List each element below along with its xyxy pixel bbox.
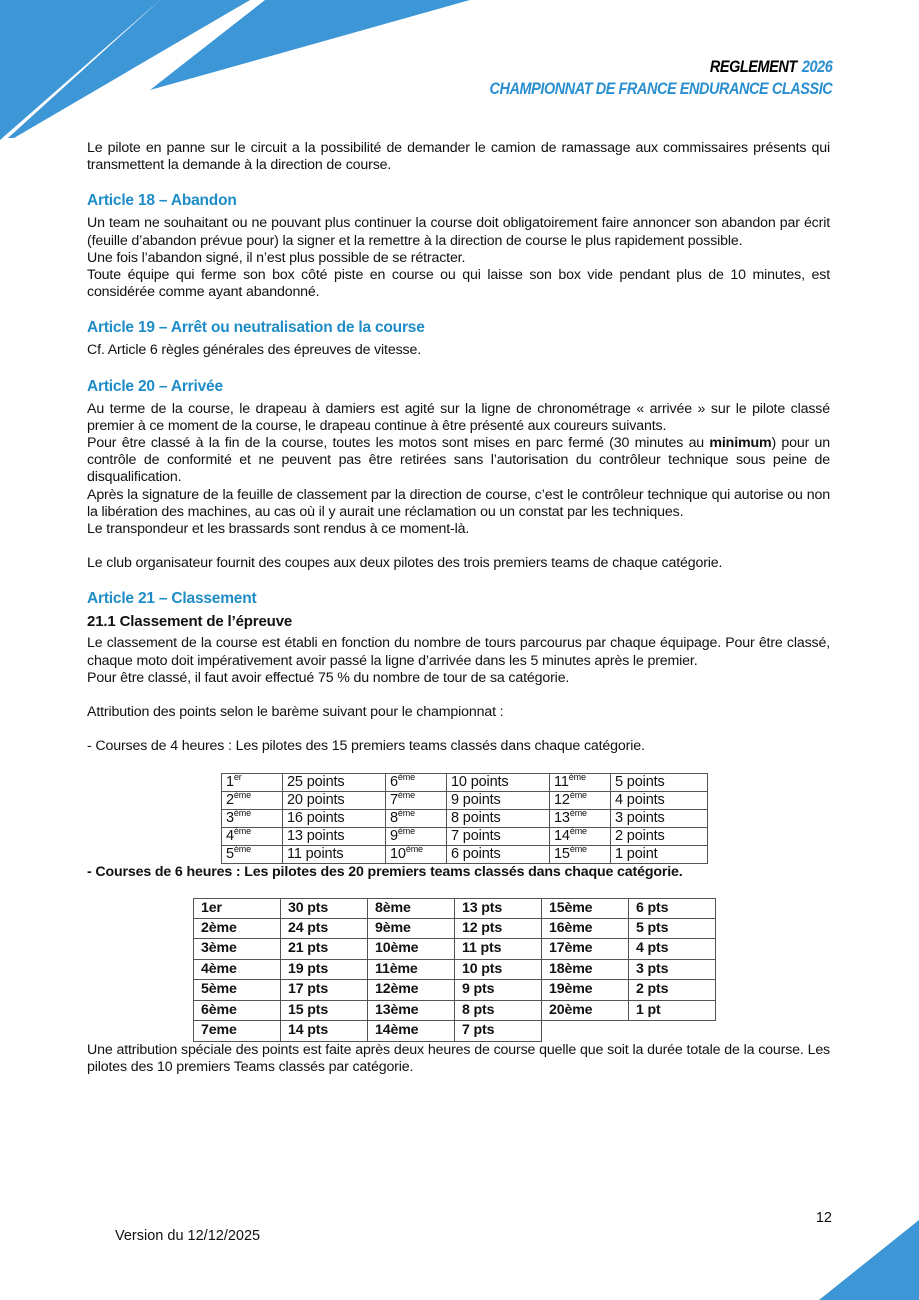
- points-cell: 1 pt: [629, 1000, 716, 1020]
- points-cell: 8 pts: [455, 1000, 542, 1020]
- rank-cell: [386, 810, 447, 828]
- points-cell: 7 pts: [455, 1021, 542, 1041]
- points-cell: 5 points: [611, 774, 708, 792]
- rank-suffix: ème: [569, 844, 587, 855]
- rank-number: 8: [390, 810, 398, 827]
- rank-cell: 4ème: [194, 959, 281, 979]
- points-cell: 30 pts: [281, 898, 368, 918]
- rank-suffix: ème: [397, 790, 415, 801]
- points-cell: 1 point: [611, 846, 708, 864]
- table-row: [222, 828, 708, 846]
- rank-suffix: er: [233, 772, 242, 783]
- points-cell: 20 points: [283, 792, 386, 810]
- rank-number: 1: [226, 774, 234, 791]
- points-cell: 21 pts: [281, 939, 368, 959]
- rank-cell: 14ème: [368, 1021, 455, 1041]
- points-cell: 6 pts: [629, 898, 716, 918]
- table-row: [194, 919, 716, 939]
- points-cell: 2 pts: [629, 980, 716, 1000]
- table-row: [222, 792, 708, 810]
- rank-cell: [222, 774, 283, 792]
- rank-suffix: ème: [233, 808, 251, 819]
- rank-cell: 13ème: [368, 1000, 455, 1020]
- empty-cell: [542, 1021, 716, 1041]
- article-18-paragraph: Un team ne souhaitant ou ne pouvant plus continuer la course doit obligatoirement faire annoncer son abandon par écrit (feuille d’abandon prévue pour) la signer et la remettre à la direction de course le plus rapidement possible.: [87, 215, 830, 249]
- points-cell: 6 points: [447, 846, 550, 864]
- points-cell: 9 points: [447, 792, 550, 810]
- points-cell: 9 pts: [455, 980, 542, 1000]
- table-row: [222, 810, 708, 828]
- page-number: 12: [815, 1210, 832, 1226]
- table-row: [194, 939, 716, 959]
- points-cell: 2 points: [611, 828, 708, 846]
- rank-suffix: ème: [569, 790, 587, 801]
- points-cell: 16 points: [283, 810, 386, 828]
- article-20-title: Article 20 – Arrivée: [87, 377, 223, 395]
- footer-triangle-decoration: [819, 1220, 919, 1300]
- rank-number: 11: [554, 774, 569, 791]
- rank-number: 14: [554, 828, 570, 845]
- rank-cell: [386, 846, 447, 864]
- text-run: Pour être classé à la fin de la course, toutes les motos sont mises en parc fermé (30 minutes au: [87, 435, 710, 452]
- points-cell: 5 pts: [629, 919, 716, 939]
- article-18-title: Article 18 – Abandon: [87, 192, 237, 210]
- rank-suffix: ème: [397, 826, 415, 837]
- rank-suffix: ème: [569, 808, 587, 819]
- section-21-1-title: 21.1 Classement de l’épreuve: [87, 613, 293, 631]
- article-20-paragraph: Le transpondeur et les brassards sont rendus à ce moment-là.: [87, 521, 470, 538]
- points-cell: 11 points: [283, 846, 386, 864]
- points-cell: 4 points: [611, 792, 708, 810]
- rank-number: 4: [226, 828, 234, 845]
- article-19-title: Article 19 – Arrêt ou neutralisation de la course: [87, 319, 425, 337]
- rank-cell: 19ème: [542, 980, 629, 1000]
- rank-cell: [386, 774, 447, 792]
- article-21-paragraph: Le classement de la course est établi en fonction du nombre de tours parcourus par chaque équipage. Pour être classé, chaque moto doit impérativement avoir passé la ligne d’arrivée dans les 5 minutes après le premier.: [87, 635, 830, 669]
- rank-cell: [550, 774, 611, 792]
- rank-cell: 20ème: [542, 1000, 629, 1020]
- points-cell: 13 pts: [455, 898, 542, 918]
- rank-suffix: ème: [568, 772, 586, 783]
- points-cell: 7 points: [447, 828, 550, 846]
- table-row: [194, 1021, 716, 1041]
- table-row: [194, 898, 716, 918]
- rank-cell: 1er: [194, 898, 281, 918]
- article-21-title: Article 21 – Classement: [87, 590, 257, 608]
- points-cell: 25 points: [283, 774, 386, 792]
- article-21-paragraph: Attribution des points selon le barème suivant pour le championnat :: [87, 704, 504, 721]
- rank-cell: [550, 810, 611, 828]
- points-cell: 17 pts: [281, 980, 368, 1000]
- points-cell: 8 points: [447, 810, 550, 828]
- rank-cell: 9ème: [368, 919, 455, 939]
- header-stripes-decoration: [0, 0, 480, 140]
- rank-cell: 6ème: [194, 1000, 281, 1020]
- emphasis-minimum: minimum: [709, 435, 772, 452]
- rank-cell: 7eme: [194, 1021, 281, 1041]
- rank-cell: 17ème: [542, 939, 629, 959]
- text-run: ) pour un contrôle de conformité et ne peuvent pas être retirées sans l’autorisation du contrôleur technique sous peine de disqualification.: [87, 435, 831, 486]
- header-title-year: 2026: [801, 57, 832, 76]
- article-20-paragraph: Au terme de la course, le drapeau à damiers est agité sur la ligne de chronométrage « arrivée » sur le pilote classé premier à ce moment de la course, le drapeau continue à être présenté aux coureurs suivants.: [87, 400, 830, 434]
- article-20-paragraph: [87, 435, 830, 487]
- points-cell: 3 points: [611, 810, 708, 828]
- rank-number: 6: [390, 774, 398, 791]
- rank-suffix: ème: [397, 772, 415, 783]
- header-subtitle: CHAMPIONNAT DE FRANCE ENDURANCE CLASSIC: [489, 79, 832, 98]
- table-row: [194, 980, 716, 1000]
- article-21-paragraph: Pour être classé, il faut avoir effectué 75 % du nombre de tour de sa catégorie.: [87, 669, 570, 686]
- table-row: [222, 774, 708, 792]
- rank-cell: [222, 828, 283, 846]
- article-20-paragraph: Après la signature de la feuille de classement par la direction de course, c’est le contrôleur technique qui autorise ou non la libération des machines, au cas où il y aurait une réclamation ou un constat par les techniques.: [87, 486, 830, 520]
- article-18-paragraph: Toute équipe qui ferme son box côté piste en course ou qui laisse son box vide pendant plus de 10 minutes, est considérée comme ayant abandonné.: [87, 267, 830, 301]
- article-21-paragraph: - Courses de 4 heures : Les pilotes des 15 premiers teams classés dans chaque catégorie.: [87, 738, 645, 755]
- intro-paragraph: Le pilote en panne sur le circuit a la possibilité de demander le camion de ramassage aux commissaires présents qui transmettent la demande à la direction de course.: [87, 140, 830, 174]
- points-cell: 10 pts: [455, 959, 542, 979]
- points-table-4h: [221, 773, 708, 864]
- document-header: [489, 57, 832, 101]
- table-row: [222, 846, 708, 864]
- rank-cell: [222, 810, 283, 828]
- rank-suffix: ème: [233, 826, 251, 837]
- header-title-word: REGLEMENT: [709, 57, 797, 76]
- rank-number: 12: [554, 792, 570, 809]
- rank-number: 13: [554, 810, 570, 827]
- points-cell: 14 pts: [281, 1021, 368, 1041]
- rank-cell: [550, 792, 611, 810]
- rank-cell: [222, 792, 283, 810]
- rank-cell: 12ème: [368, 980, 455, 1000]
- points-cell: 15 pts: [281, 1000, 368, 1020]
- rank-cell: [550, 846, 611, 864]
- document-body: [87, 140, 830, 1076]
- rank-cell: [386, 792, 447, 810]
- rank-cell: 18ème: [542, 959, 629, 979]
- points-cell: 11 pts: [455, 939, 542, 959]
- points-cell: 12 pts: [455, 919, 542, 939]
- rank-number: 9: [390, 828, 398, 845]
- points-cell: 10 points: [447, 774, 550, 792]
- rank-number: 2: [226, 792, 234, 809]
- rank-cell: [222, 846, 283, 864]
- article-21-paragraph-6h: - Courses de 6 heures : Les pilotes des 20 premiers teams classés dans chaque catégorie.: [87, 864, 683, 881]
- special-attribution-paragraph: Une attribution spéciale des points est faite après deux heures de course quelle que soit la durée totale de la course. Les pilotes des 10 premiers Teams classés par catégorie.: [87, 1041, 830, 1075]
- rank-cell: 11ème: [368, 959, 455, 979]
- rank-cell: 5ème: [194, 980, 281, 1000]
- rank-cell: 2ème: [194, 919, 281, 939]
- rank-cell: [550, 828, 611, 846]
- rank-suffix: ème: [397, 808, 415, 819]
- article-19-text: Cf. Article 6 règles générales des épreuves de vitesse.: [87, 342, 422, 359]
- rank-number: 10: [390, 846, 406, 863]
- rank-cell: 16ème: [542, 919, 629, 939]
- points-cell: 19 pts: [281, 959, 368, 979]
- version-label: Version du 12/12/2025: [115, 1228, 261, 1244]
- rank-cell: 3ème: [194, 939, 281, 959]
- rank-cell: 8ème: [368, 898, 455, 918]
- rank-number: 3: [226, 810, 234, 827]
- rank-suffix: ème: [233, 790, 251, 801]
- article-18-paragraph: Une fois l’abandon signé, il n’est plus possible de se rétracter.: [87, 249, 466, 266]
- points-table-6h: [193, 898, 716, 1042]
- rank-number: 5: [226, 846, 234, 863]
- rank-number: 15: [554, 846, 570, 863]
- table-row: [194, 1000, 716, 1020]
- rank-cell: 10ème: [368, 939, 455, 959]
- rank-cell: 15ème: [542, 898, 629, 918]
- points-cell: 24 pts: [281, 919, 368, 939]
- points-cell: 3 pts: [629, 959, 716, 979]
- rank-suffix: ème: [569, 826, 587, 837]
- rank-number: 7: [390, 792, 398, 809]
- rank-suffix: ème: [405, 844, 423, 855]
- table-row: [194, 959, 716, 979]
- article-20-paragraph: Le club organisateur fournit des coupes aux deux pilotes des trois premiers teams de chaque catégorie.: [87, 555, 723, 572]
- points-cell: 13 points: [283, 828, 386, 846]
- rank-suffix: ème: [233, 844, 251, 855]
- rank-cell: [386, 828, 447, 846]
- points-cell: 4 pts: [629, 939, 716, 959]
